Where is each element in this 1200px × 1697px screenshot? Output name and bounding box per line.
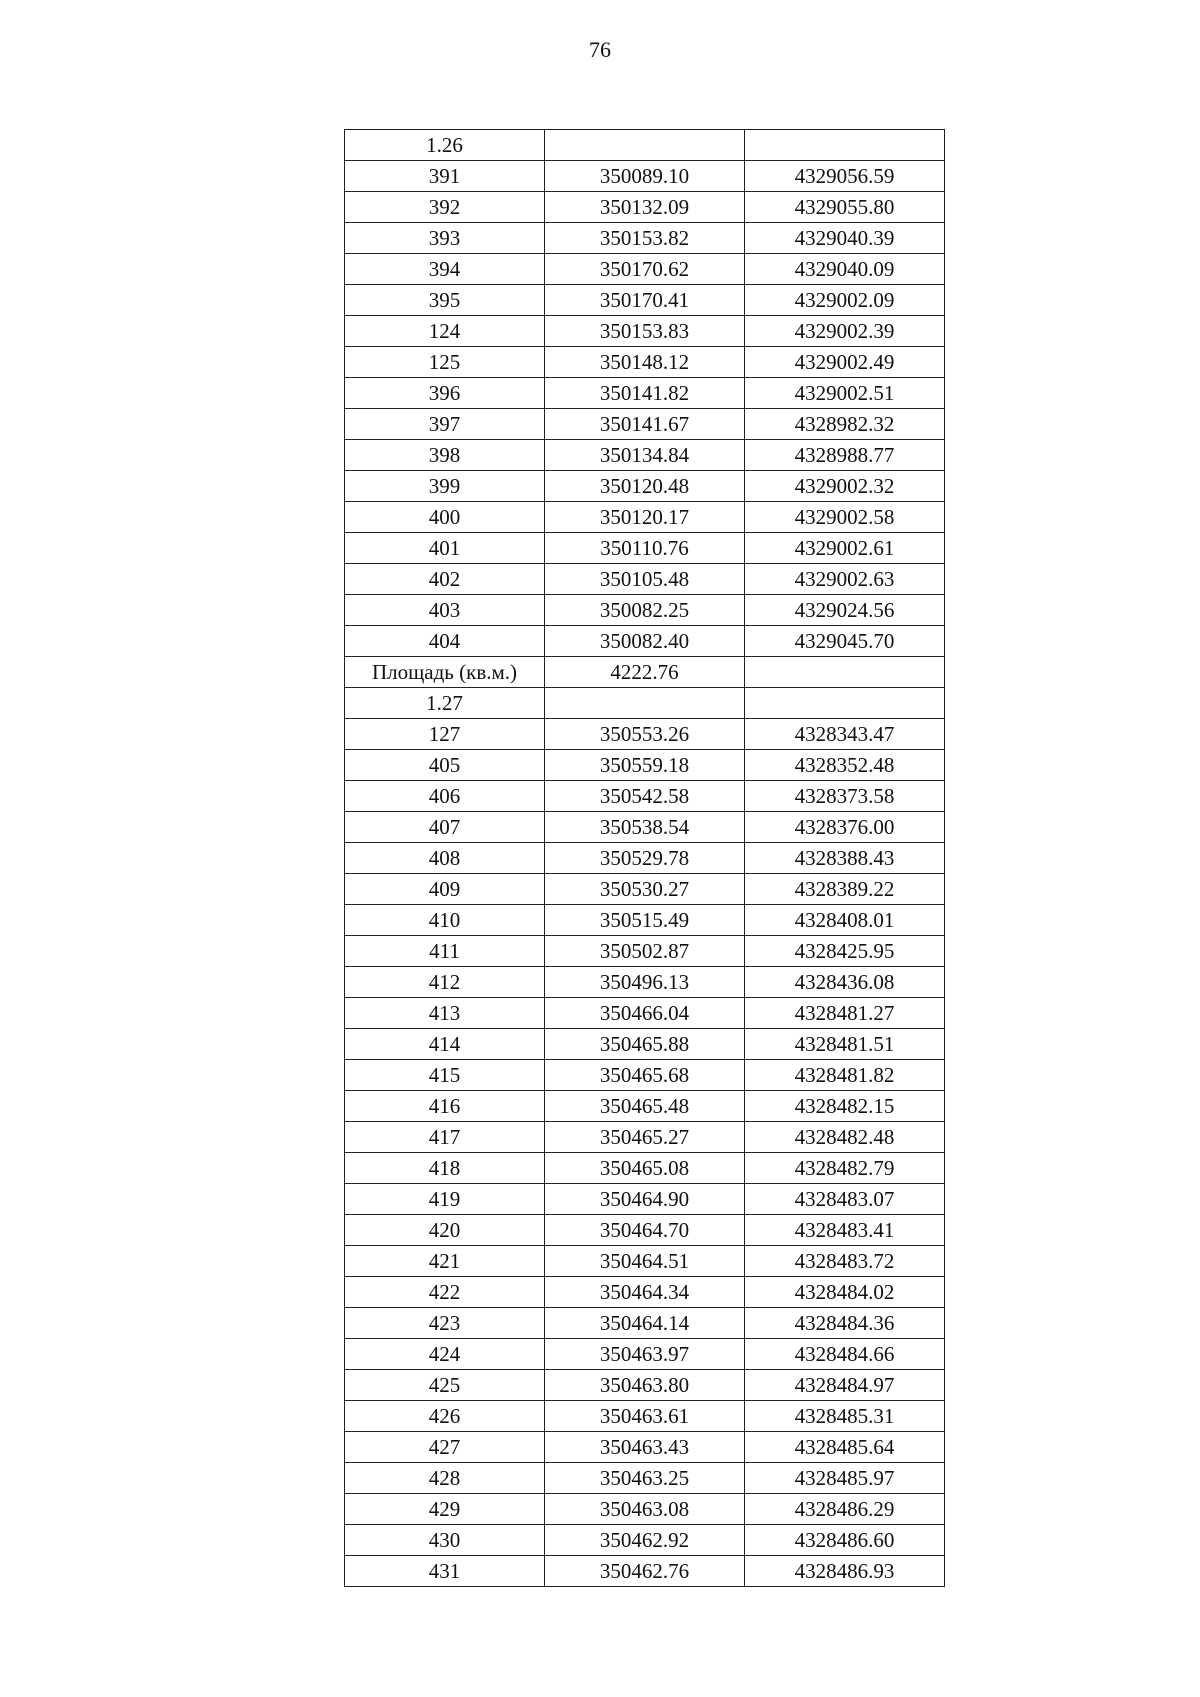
table-row bbox=[345, 347, 945, 378]
point-number-cell: 393 bbox=[345, 223, 545, 254]
table-row bbox=[345, 564, 945, 595]
y-coordinate-cell: 4329056.59 bbox=[745, 161, 945, 192]
point-number-cell: 401 bbox=[345, 533, 545, 564]
table-row bbox=[345, 316, 945, 347]
x-coordinate-cell: 350465.08 bbox=[545, 1153, 745, 1184]
x-coordinate-cell: 350089.10 bbox=[545, 161, 745, 192]
point-number-cell: 399 bbox=[345, 471, 545, 502]
table-row bbox=[345, 1401, 945, 1432]
point-number-cell: 419 bbox=[345, 1184, 545, 1215]
y-coordinate-cell: 4328485.31 bbox=[745, 1401, 945, 1432]
point-number-cell: 403 bbox=[345, 595, 545, 626]
point-number-cell: 423 bbox=[345, 1308, 545, 1339]
y-coordinate-cell: 4329002.32 bbox=[745, 471, 945, 502]
y-coordinate-cell: 4329040.39 bbox=[745, 223, 945, 254]
table-row bbox=[345, 1308, 945, 1339]
x-coordinate-cell: 350464.70 bbox=[545, 1215, 745, 1246]
y-coordinate-cell: 4328486.29 bbox=[745, 1494, 945, 1525]
point-number-cell: 1.27 bbox=[345, 688, 545, 719]
table-row bbox=[345, 223, 945, 254]
page-number: 76 bbox=[589, 37, 611, 62]
x-coordinate-cell: 350463.08 bbox=[545, 1494, 745, 1525]
y-coordinate-cell: 4328484.02 bbox=[745, 1277, 945, 1308]
point-number-cell: 406 bbox=[345, 781, 545, 812]
x-coordinate-cell: 350110.76 bbox=[545, 533, 745, 564]
point-number-cell: 395 bbox=[345, 285, 545, 316]
x-coordinate-cell: 350153.83 bbox=[545, 316, 745, 347]
y-coordinate-cell: 4328988.77 bbox=[745, 440, 945, 471]
table-row bbox=[345, 502, 945, 533]
table-row bbox=[345, 719, 945, 750]
x-coordinate-cell: 350502.87 bbox=[545, 936, 745, 967]
table-row bbox=[345, 378, 945, 409]
y-coordinate-cell: 4328388.43 bbox=[745, 843, 945, 874]
x-coordinate-cell: 350082.25 bbox=[545, 595, 745, 626]
x-coordinate-cell: 350542.58 bbox=[545, 781, 745, 812]
y-coordinate-cell: 4328408.01 bbox=[745, 905, 945, 936]
x-coordinate-cell bbox=[545, 130, 745, 161]
x-coordinate-cell: 350148.12 bbox=[545, 347, 745, 378]
x-coordinate-cell: 4222.76 bbox=[545, 657, 745, 688]
y-coordinate-cell: 4329002.49 bbox=[745, 347, 945, 378]
point-number-cell: 427 bbox=[345, 1432, 545, 1463]
point-number-cell: 413 bbox=[345, 998, 545, 1029]
y-coordinate-cell: 4328481.51 bbox=[745, 1029, 945, 1060]
point-number-cell: 418 bbox=[345, 1153, 545, 1184]
y-coordinate-cell: 4329002.61 bbox=[745, 533, 945, 564]
x-coordinate-cell: 350463.43 bbox=[545, 1432, 745, 1463]
y-coordinate-cell: 4329002.58 bbox=[745, 502, 945, 533]
y-coordinate-cell: 4329055.80 bbox=[745, 192, 945, 223]
x-coordinate-cell: 350559.18 bbox=[545, 750, 745, 781]
point-number-cell: 405 bbox=[345, 750, 545, 781]
x-coordinate-cell: 350465.68 bbox=[545, 1060, 745, 1091]
table-row bbox=[345, 781, 945, 812]
point-number-cell: 429 bbox=[345, 1494, 545, 1525]
table-row bbox=[345, 1494, 945, 1525]
point-number-cell: 127 bbox=[345, 719, 545, 750]
table-row bbox=[345, 254, 945, 285]
table-row bbox=[345, 967, 945, 998]
point-number-cell: 425 bbox=[345, 1370, 545, 1401]
table-row bbox=[345, 1029, 945, 1060]
y-coordinate-cell: 4329040.09 bbox=[745, 254, 945, 285]
table-row bbox=[345, 1556, 945, 1587]
table-row bbox=[345, 1091, 945, 1122]
y-coordinate-cell: 4328425.95 bbox=[745, 936, 945, 967]
point-number-cell: 398 bbox=[345, 440, 545, 471]
table-row bbox=[345, 998, 945, 1029]
point-number-cell: 125 bbox=[345, 347, 545, 378]
y-coordinate-cell: 4328483.07 bbox=[745, 1184, 945, 1215]
x-coordinate-cell: 350120.48 bbox=[545, 471, 745, 502]
point-number-cell: 426 bbox=[345, 1401, 545, 1432]
x-coordinate-cell: 350496.13 bbox=[545, 967, 745, 998]
table-row bbox=[345, 688, 945, 719]
table-row bbox=[345, 1432, 945, 1463]
x-coordinate-cell: 350462.92 bbox=[545, 1525, 745, 1556]
x-coordinate-cell: 350466.04 bbox=[545, 998, 745, 1029]
point-number-cell: 410 bbox=[345, 905, 545, 936]
point-number-cell: 412 bbox=[345, 967, 545, 998]
x-coordinate-cell: 350082.40 bbox=[545, 626, 745, 657]
point-number-cell: 402 bbox=[345, 564, 545, 595]
table-row bbox=[345, 843, 945, 874]
table-row bbox=[345, 812, 945, 843]
table-row bbox=[345, 1525, 945, 1556]
point-number-cell: 396 bbox=[345, 378, 545, 409]
table-row bbox=[345, 192, 945, 223]
table-row bbox=[345, 936, 945, 967]
y-coordinate-cell: 4328482.79 bbox=[745, 1153, 945, 1184]
x-coordinate-cell: 350141.67 bbox=[545, 409, 745, 440]
table-row bbox=[345, 626, 945, 657]
point-number-cell: 407 bbox=[345, 812, 545, 843]
table-row bbox=[345, 1153, 945, 1184]
point-number-cell: 420 bbox=[345, 1215, 545, 1246]
x-coordinate-cell: 350530.27 bbox=[545, 874, 745, 905]
x-coordinate-cell: 350465.88 bbox=[545, 1029, 745, 1060]
x-coordinate-cell: 350105.48 bbox=[545, 564, 745, 595]
y-coordinate-cell: 4328482.15 bbox=[745, 1091, 945, 1122]
point-number-cell: 1.26 bbox=[345, 130, 545, 161]
point-number-cell: 414 bbox=[345, 1029, 545, 1060]
x-coordinate-cell: 350465.48 bbox=[545, 1091, 745, 1122]
y-coordinate-cell: 4328484.97 bbox=[745, 1370, 945, 1401]
table-row bbox=[345, 1246, 945, 1277]
table-row bbox=[345, 1122, 945, 1153]
point-number-cell: 394 bbox=[345, 254, 545, 285]
x-coordinate-cell: 350538.54 bbox=[545, 812, 745, 843]
y-coordinate-cell: 4328485.64 bbox=[745, 1432, 945, 1463]
point-number-cell: 430 bbox=[345, 1525, 545, 1556]
table-row bbox=[345, 440, 945, 471]
table-row bbox=[345, 1463, 945, 1494]
x-coordinate-cell: 350132.09 bbox=[545, 192, 745, 223]
point-number-cell: 422 bbox=[345, 1277, 545, 1308]
table-row bbox=[345, 1215, 945, 1246]
y-coordinate-cell bbox=[745, 130, 945, 161]
point-number-cell: 424 bbox=[345, 1339, 545, 1370]
point-number-cell: Площадь (кв.м.) bbox=[345, 657, 545, 688]
y-coordinate-cell: 4328376.00 bbox=[745, 812, 945, 843]
y-coordinate-cell bbox=[745, 657, 945, 688]
point-number-cell: 416 bbox=[345, 1091, 545, 1122]
y-coordinate-cell: 4328485.97 bbox=[745, 1463, 945, 1494]
point-number-cell: 400 bbox=[345, 502, 545, 533]
table-row bbox=[345, 161, 945, 192]
x-coordinate-cell: 350464.51 bbox=[545, 1246, 745, 1277]
x-coordinate-cell: 350170.41 bbox=[545, 285, 745, 316]
table-row bbox=[345, 533, 945, 564]
y-coordinate-cell: 4328484.66 bbox=[745, 1339, 945, 1370]
point-number-cell: 409 bbox=[345, 874, 545, 905]
table-row bbox=[345, 874, 945, 905]
x-coordinate-cell: 350462.76 bbox=[545, 1556, 745, 1587]
y-coordinate-cell: 4329002.09 bbox=[745, 285, 945, 316]
point-number-cell: 431 bbox=[345, 1556, 545, 1587]
x-coordinate-cell: 350463.80 bbox=[545, 1370, 745, 1401]
x-coordinate-cell: 350153.82 bbox=[545, 223, 745, 254]
table-row bbox=[345, 1060, 945, 1091]
x-coordinate-cell: 350463.25 bbox=[545, 1463, 745, 1494]
x-coordinate-cell: 350463.61 bbox=[545, 1401, 745, 1432]
x-coordinate-cell: 350120.17 bbox=[545, 502, 745, 533]
x-coordinate-cell: 350464.34 bbox=[545, 1277, 745, 1308]
table-row bbox=[345, 1277, 945, 1308]
x-coordinate-cell: 350141.82 bbox=[545, 378, 745, 409]
point-number-cell: 404 bbox=[345, 626, 545, 657]
point-number-cell: 397 bbox=[345, 409, 545, 440]
y-coordinate-cell: 4328486.60 bbox=[745, 1525, 945, 1556]
x-coordinate-cell: 350529.78 bbox=[545, 843, 745, 874]
y-coordinate-cell: 4328484.36 bbox=[745, 1308, 945, 1339]
y-coordinate-cell: 4328982.32 bbox=[745, 409, 945, 440]
point-number-cell: 417 bbox=[345, 1122, 545, 1153]
table-row bbox=[345, 471, 945, 502]
table-row bbox=[345, 285, 945, 316]
x-coordinate-cell: 350170.62 bbox=[545, 254, 745, 285]
table-row bbox=[345, 750, 945, 781]
coordinates-table bbox=[344, 129, 945, 1587]
point-number-cell: 415 bbox=[345, 1060, 545, 1091]
table-row bbox=[345, 409, 945, 440]
y-coordinate-cell: 4329002.39 bbox=[745, 316, 945, 347]
point-number-cell: 421 bbox=[345, 1246, 545, 1277]
y-coordinate-cell: 4328483.41 bbox=[745, 1215, 945, 1246]
y-coordinate-cell: 4328373.58 bbox=[745, 781, 945, 812]
point-number-cell: 408 bbox=[345, 843, 545, 874]
y-coordinate-cell: 4328343.47 bbox=[745, 719, 945, 750]
table-row bbox=[345, 130, 945, 161]
x-coordinate-cell: 350463.97 bbox=[545, 1339, 745, 1370]
point-number-cell: 411 bbox=[345, 936, 545, 967]
table-row bbox=[345, 905, 945, 936]
point-number-cell: 392 bbox=[345, 192, 545, 223]
y-coordinate-cell: 4328352.48 bbox=[745, 750, 945, 781]
y-coordinate-cell: 4329002.63 bbox=[745, 564, 945, 595]
x-coordinate-cell: 350465.27 bbox=[545, 1122, 745, 1153]
y-coordinate-cell: 4328481.82 bbox=[745, 1060, 945, 1091]
y-coordinate-cell: 4328486.93 bbox=[745, 1556, 945, 1587]
y-coordinate-cell: 4329045.70 bbox=[745, 626, 945, 657]
y-coordinate-cell: 4328389.22 bbox=[745, 874, 945, 905]
x-coordinate-cell: 350515.49 bbox=[545, 905, 745, 936]
x-coordinate-cell bbox=[545, 688, 745, 719]
coordinates-table-body bbox=[345, 130, 945, 1587]
y-coordinate-cell: 4328481.27 bbox=[745, 998, 945, 1029]
table-row bbox=[345, 1370, 945, 1401]
table-row bbox=[345, 657, 945, 688]
point-number-cell: 391 bbox=[345, 161, 545, 192]
y-coordinate-cell: 4328436.08 bbox=[745, 967, 945, 998]
y-coordinate-cell: 4329002.51 bbox=[745, 378, 945, 409]
x-coordinate-cell: 350464.90 bbox=[545, 1184, 745, 1215]
point-number-cell: 124 bbox=[345, 316, 545, 347]
x-coordinate-cell: 350464.14 bbox=[545, 1308, 745, 1339]
y-coordinate-cell: 4328482.48 bbox=[745, 1122, 945, 1153]
point-number-cell: 428 bbox=[345, 1463, 545, 1494]
x-coordinate-cell: 350553.26 bbox=[545, 719, 745, 750]
table-row bbox=[345, 1184, 945, 1215]
table-row bbox=[345, 595, 945, 626]
y-coordinate-cell: 4328483.72 bbox=[745, 1246, 945, 1277]
y-coordinate-cell: 4329024.56 bbox=[745, 595, 945, 626]
y-coordinate-cell bbox=[745, 688, 945, 719]
table-row bbox=[345, 1339, 945, 1370]
x-coordinate-cell: 350134.84 bbox=[545, 440, 745, 471]
